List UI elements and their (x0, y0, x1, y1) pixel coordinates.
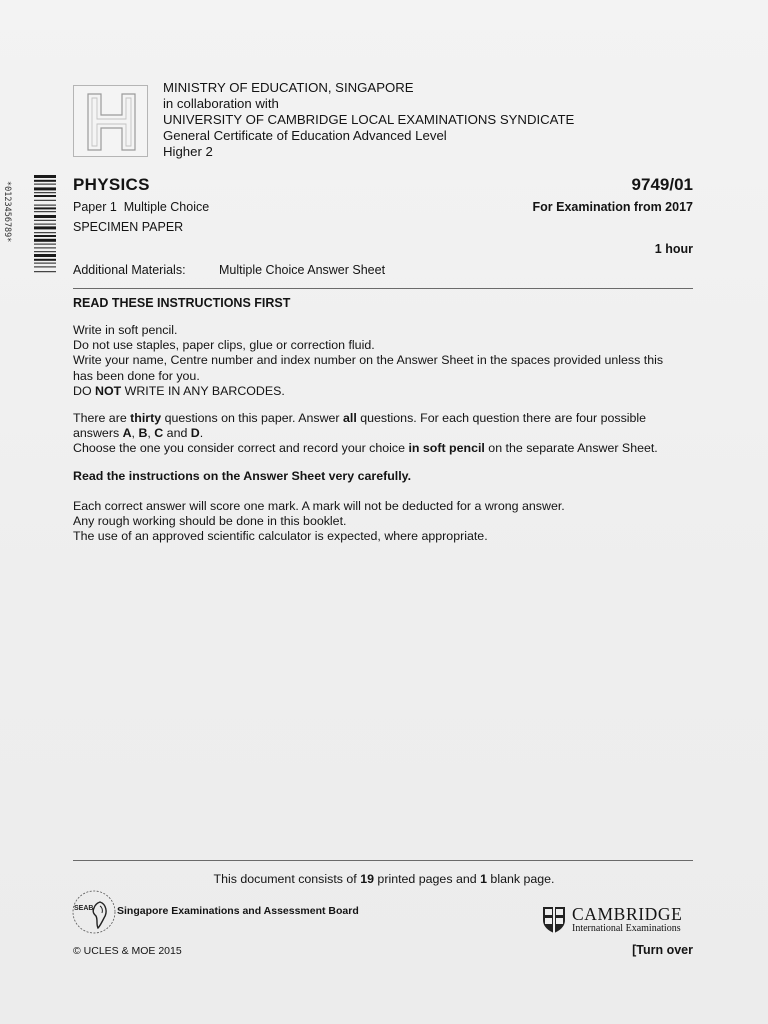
text-span-bold: all (343, 411, 357, 425)
barcode-bar (34, 187, 56, 190)
instruction-line: Each correct answer will score one mark. A mark will not be deducted for a wrong answer. (73, 499, 565, 513)
text-span: blank page. (486, 872, 555, 886)
barcode-bar (34, 220, 56, 221)
instruction-line (73, 411, 698, 426)
instruction-line (73, 384, 698, 399)
text-span: printed pages and (373, 872, 481, 886)
exam-duration: 1 hour (654, 242, 693, 256)
instructions-paragraph-1 (73, 323, 698, 399)
text-span: questions. For each question there are four possible (356, 411, 647, 425)
text-span: , (131, 426, 139, 441)
text-span-bold: NOT (95, 383, 122, 398)
text-span-bold: thirty (130, 411, 162, 425)
text-span: . (199, 426, 204, 441)
text-span: There are (73, 411, 131, 425)
issuer-line: MINISTRY OF EDUCATION, SINGAPORE (163, 80, 414, 95)
text-span: questions on this paper. Answer (161, 411, 343, 425)
cambridge-subtitle: International Examinations (572, 923, 681, 934)
barcode-bar (34, 192, 56, 193)
text-span-bold: in soft pencil (408, 441, 485, 456)
barcode-bar (34, 251, 56, 252)
seab-name: Singapore Examinations and Assessment Board (117, 905, 359, 917)
instruction-line: The use of an approved scientific calculator is expected, where appropriate. (73, 529, 488, 544)
barcode-bar (34, 259, 56, 261)
barcode-bar (34, 247, 56, 248)
answer-sheet-warning: Read the instructions on the Answer Sheet very carefully. (73, 469, 412, 483)
syllabus-code: 9749/01 (631, 175, 693, 194)
instruction-line: Any rough working should be done in this booklet. (73, 514, 347, 529)
seab-badge-text: SEAB (74, 905, 94, 912)
cambridge-wordmark: CAMBRIDGE (572, 904, 683, 924)
text-span-bold: A (122, 426, 132, 441)
text-span-bold: B (138, 426, 148, 441)
text-span-bold: D (190, 426, 200, 441)
barcode-bar (34, 180, 56, 182)
barcode-bar (34, 215, 56, 218)
instruction-line: Write in soft pencil. (73, 323, 178, 337)
issuer-line: Higher 2 (163, 144, 213, 159)
instruction-line (73, 426, 698, 441)
barcode (0, 175, 60, 305)
text-span: WRITE IN ANY BARCODES. (121, 383, 285, 398)
barcode-bar (34, 200, 56, 201)
materials-label: Additional Materials: (73, 263, 186, 277)
text-span: answers (73, 426, 123, 441)
barcode-graphic (0, 175, 60, 305)
examination-year: For Examination from 2017 (532, 200, 693, 214)
seab-lion-icon (70, 888, 118, 936)
issuer-block (163, 80, 574, 160)
text-span: Choose the one you consider correct and record your choice (73, 441, 409, 456)
seab-logo (70, 888, 118, 936)
barcode-bar (34, 239, 56, 242)
barcode-bar (34, 232, 56, 233)
instructions-heading: READ THESE INSTRUCTIONS FIRST (73, 296, 291, 310)
barcode-bar (34, 195, 56, 197)
barcode-bar (34, 224, 56, 225)
paper-name: Paper 1 Multiple Choice (73, 200, 210, 214)
instruction-line (73, 441, 698, 456)
subject-title: PHYSICS (73, 175, 150, 194)
materials-value: Multiple Choice Answer Sheet (219, 263, 386, 277)
barcode-bar (34, 254, 56, 257)
text-span: This document consists of (213, 872, 361, 886)
issuer-line: General Certificate of Education Advanced Level (163, 128, 447, 143)
cambridge-crest-graphic (542, 906, 566, 934)
barcode-bar (34, 226, 56, 229)
barcode-bar (34, 271, 56, 272)
header-divider (73, 288, 693, 289)
turn-over-note: [Turn over (632, 943, 693, 957)
instruction-line: Do not use staples, paper clips, glue or correction fluid. (73, 338, 375, 353)
text-span: DO (73, 383, 96, 398)
barcode-bar (34, 205, 56, 206)
issuer-line: UNIVERSITY OF CAMBRIDGE LOCAL EXAMINATIONS SYNDICATE (163, 112, 575, 127)
text-span-bold: C (154, 426, 164, 441)
footer-divider (73, 860, 693, 861)
text-span-bold: 19 (360, 872, 374, 886)
issuer-line: in collaboration with (163, 96, 279, 111)
instructions-paragraph-2 (73, 411, 698, 457)
instruction-line: Write your name, Centre number and index number on the Answer Sheet in the spaces provided unless this (73, 353, 664, 368)
instruction-line: has been done for you. (73, 368, 200, 383)
barcode-bar (34, 207, 56, 209)
barcode-bar (34, 263, 56, 264)
text-span-bold: 1 (480, 872, 487, 886)
cambridge-shield-icon (542, 906, 566, 934)
barcode-bar (34, 244, 56, 245)
barcode-bar (34, 175, 56, 178)
barcode-bar (34, 184, 56, 185)
h-letter-icon (74, 86, 149, 158)
barcode-bar (34, 266, 56, 267)
page-count-note (0, 872, 768, 886)
higher-level-logo (73, 85, 148, 157)
text-span: and (163, 426, 191, 441)
barcode-bar (34, 211, 56, 212)
paper-type: SPECIMEN PAPER (73, 220, 184, 234)
barcode-bar (34, 235, 56, 237)
text-span: , (147, 426, 155, 441)
instructions-paragraph-4 (73, 499, 698, 545)
copyright: © UCLES & MOE 2015 (73, 945, 182, 957)
text-span: on the separate Answer Sheet. (484, 441, 658, 456)
barcode-digits: *0123456789* (2, 181, 12, 243)
